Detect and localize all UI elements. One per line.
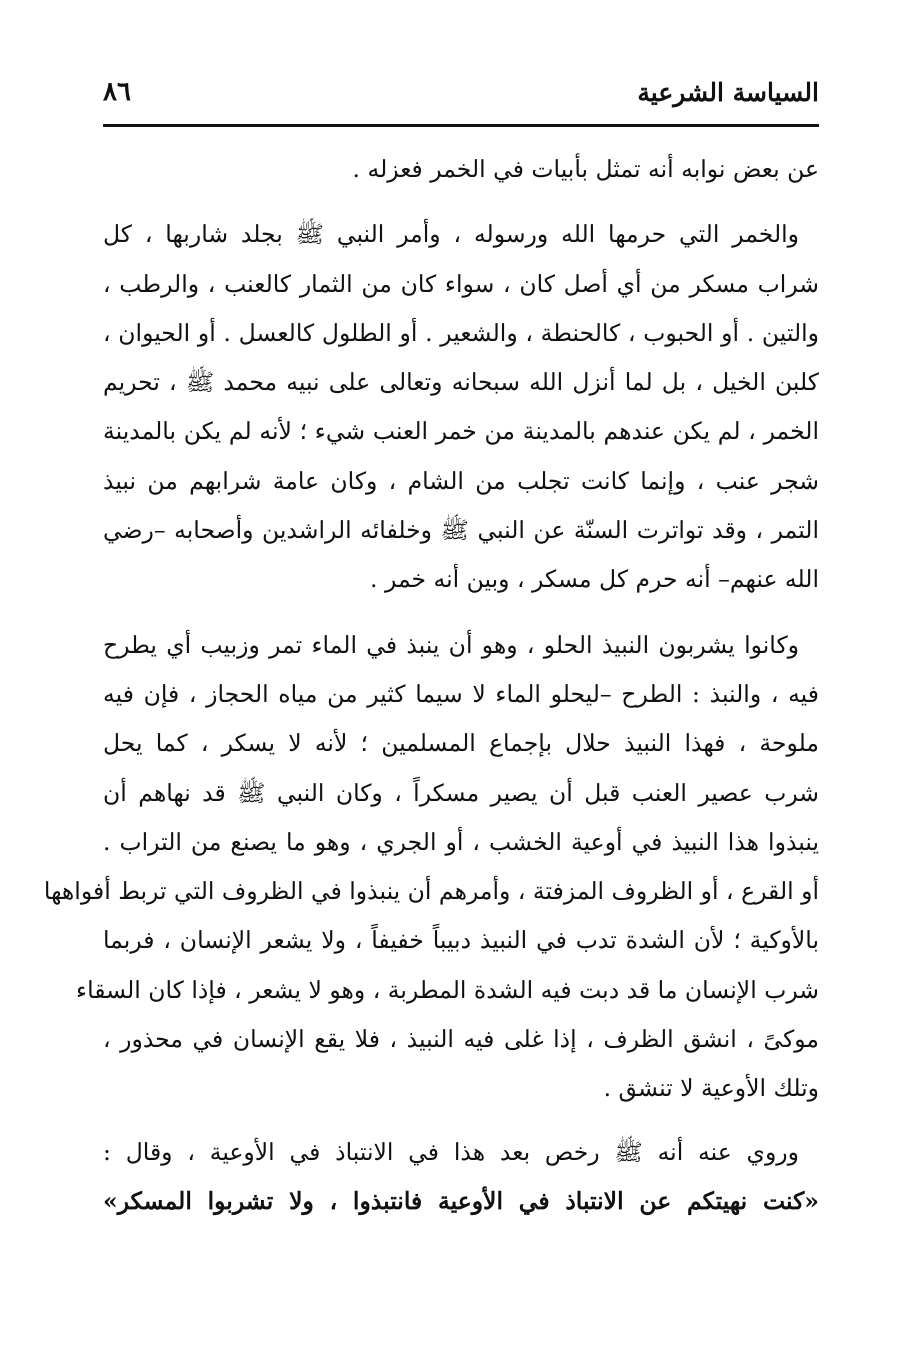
page-number: ٨٦ — [103, 77, 131, 107]
text-line: الله عنهم– أنه حرم كل مسكر ، وبين أنه خمر . — [370, 565, 819, 594]
text-line: موكىً ، انشق الظرف ، إذا غلى فيه النبيذ ، فلا يقع الإنسان في محذور ، — [103, 1025, 819, 1054]
body-text — [43, 145, 819, 1226]
header-rule — [103, 124, 819, 127]
page-header — [103, 72, 819, 112]
text-line: الخمر ، لم يكن عندهم بالمدينة من خمر العنب شيء ؛ لأنه لم يكن بالمدينة — [103, 417, 819, 446]
paragraph-3 — [43, 621, 819, 1114]
text-line: شراب مسكر من أي أصل كان ، سواء كان من الثمار كالعنب ، والرطب ، — [103, 269, 819, 298]
paragraph-1 — [103, 145, 819, 194]
text-line: كلبن الخيل ، بل لما أنزل الله سبحانه وتعالى على نبيه محمد ﷺ ، تحريم — [103, 368, 819, 397]
text-line: شجر عنب ، وإنما كانت تجلب من الشام ، وكان عامة شرابهم من نبيذ — [103, 466, 819, 495]
running-title: السياسة الشرعية — [637, 77, 819, 107]
text-line: شرب عصير العنب قبل أن يصير مسكراً ، وكان النبي ﷺ قد نهاهم أن — [103, 778, 819, 807]
text-line: والخمر التي حرمها الله ورسوله ، وأمر النبي ﷺ بجلد شاربها ، كل — [103, 220, 799, 249]
text-line: أو القرع ، أو الظروف المزفتة ، وأمرهم أن ينبذوا في الظروف التي تربط أفواهها — [43, 877, 819, 906]
text-line: وتلك الأوعية لا تنشق . — [603, 1074, 819, 1103]
paragraph-4 — [103, 1128, 819, 1227]
text-line: وروي عنه أنه ﷺ رخص بعد هذا في الانتباذ في الأوعية ، وقال : — [103, 1137, 799, 1166]
text-line: وكانوا يشربون النبيذ الحلو ، وهو أن ينبذ في الماء تمر وزبيب أي يطرح — [103, 630, 799, 659]
text-line: ملوحة ، فهذا النبيذ حلال بإجماع المسلمين ؛ لأنه لا يسكر ، كما يحل — [103, 729, 819, 758]
paragraph-2 — [103, 210, 819, 604]
hadith-quote: «كنت نهيتكم عن الانتباذ في الأوعية فانتبذوا ، ولا تشربوا المسكر» — [103, 1186, 819, 1215]
text-line: شرب الإنسان ما قد دبت فيه الشدة المطربة ، وهو لا يشعر ، فإذا كان السقاء — [76, 975, 819, 1004]
text-line: والتين . أو الحبوب ، كالحنطة ، والشعير . أو الطلول كالعسل . أو الحيوان ، — [103, 318, 819, 347]
text-line: التمر ، وقد تواترت السنّة عن النبي ﷺ وخلفائه الراشدين وأصحابه –رضي — [103, 516, 819, 545]
text-line: فيه ، والنبذ : الطرح –ليحلو الماء لا سيما كثير من مياه الحجاز ، فإن فيه — [103, 679, 819, 708]
text-line: ينبذوا هذا النبيذ في أوعية الخشب ، أو الجري ، وهو ما يصنع من التراب . — [103, 827, 819, 856]
text-line: عن بعض نوابه أنه تمثل بأبيات في الخمر فعزله . — [352, 155, 819, 183]
text-line: بالأوكية ؛ لأن الشدة تدب في النبيذ دبيباً خفيفاً ، ولا يشعر الإنسان ، فربما — [103, 926, 819, 955]
